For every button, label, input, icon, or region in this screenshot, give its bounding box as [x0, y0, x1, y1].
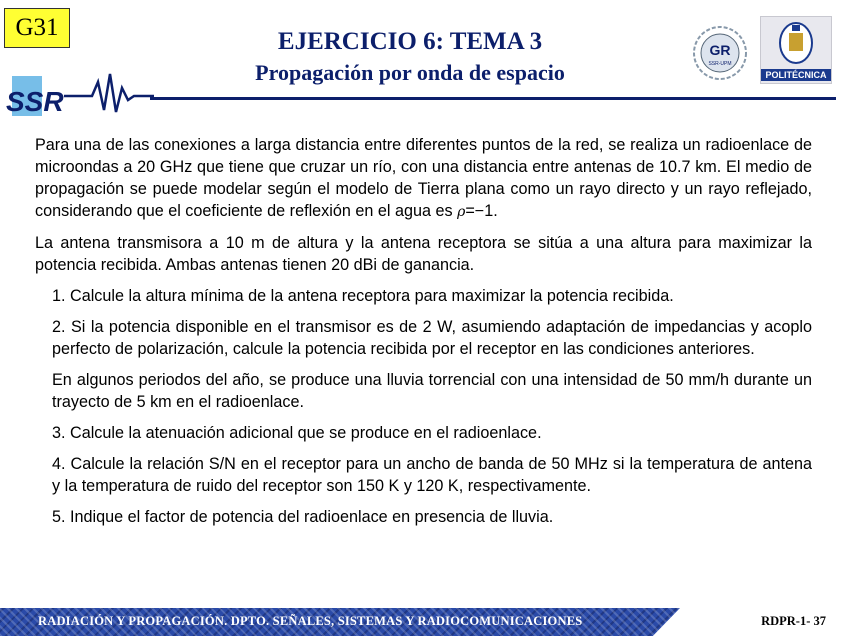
slide-title: EJERCICIO 6: TEMA 3: [277, 28, 543, 55]
question-2: 2. Si la potencia disponible en el transmisor es de 2 W, asumiendo adaptación de impedancias y acoplo perfecto de polarización, calcule la potencia recibida por el receptor en las condiciones anteriores.: [52, 318, 812, 358]
question-5: 5. Indique el factor de potencia del radioenlace en presencia de lluvia.: [52, 508, 554, 526]
question-3: 3. Calcule la atenuación adicional que se produce en el radioenlace.: [52, 424, 542, 442]
ssr-logo-text: SSR: [6, 86, 64, 117]
header-divider: [150, 97, 836, 100]
gr-logo: [690, 24, 750, 82]
question-4: 4. Calcule la relación S/N en el receptor para un ancho de banda de 50 MHz si la temperatura de antena y la temperatura de ruido del receptor son 150 K y 120 K, respectivamente.: [52, 455, 812, 495]
paragraph-antennas: La antena transmisora a 10 m de altura y la antena receptora se sitúa a una altura para maximizar la potencia recibida. Ambas antenas tienen 20 dBi de ganancia.: [35, 234, 812, 274]
exercise-body: [35, 134, 812, 537]
upm-logo: [760, 16, 832, 84]
rho-symbol: ρ: [457, 204, 466, 220]
ssr-logo: [4, 66, 154, 122]
question-1: 1. Calcule la altura mínima de la antena receptora para maximizar la potencia recibida.: [52, 287, 674, 305]
gr-logo-subtext: SSR-UPM: [708, 61, 732, 67]
slide-number: RDPR-1- 37: [761, 614, 826, 628]
paragraph-rain: En algunos periodos del año, se produce una lluvia torrencial con una intensidad de 50 mm/h durante un trayecto de 5 km en el radioenlace.: [52, 371, 812, 411]
footer-text: RADIACIÓN Y PROPAGACIÓN. DPTO. SEÑALES, SISTEMAS Y RADIOCOMUNICACIONES: [38, 614, 583, 628]
upm-logo-text: POLITÉCNICA: [761, 69, 831, 81]
crest-icon: [761, 17, 831, 67]
paragraph-intro: Para una de las conexiones a larga distancia entre diferentes puntos de la red, se realiza un radioenlace de microondas a 20 GHz que tiene que cruzar un río, con una distancia entre antenas de 10.7 km. El medio de propagación se puede modelar según el modelo de Tierra plana como un rayo directo y un rayo reflejado, considerando que el coeficiente de reflexión en el agua es ρ=−1.: [35, 136, 812, 220]
slide-badge: G31: [4, 8, 70, 48]
gr-logo-text: GR: [709, 42, 731, 58]
slide-subtitle: Propagación por onda de espacio: [255, 60, 565, 85]
